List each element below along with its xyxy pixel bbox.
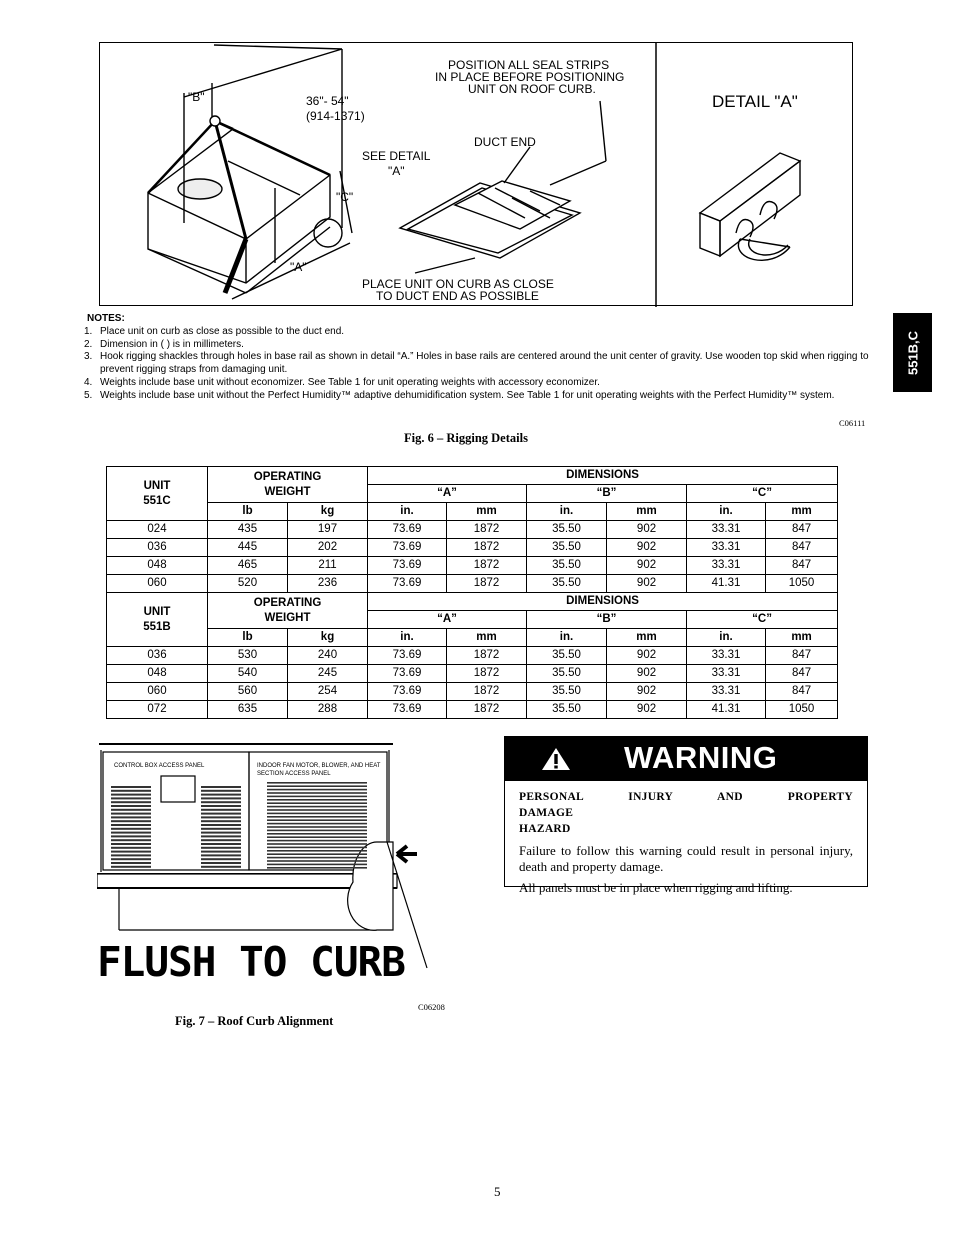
table-cell: 530 (208, 647, 288, 665)
table-cell: 847 (766, 539, 838, 557)
note-item (84, 339, 874, 352)
table-cell: 33.31 (687, 521, 766, 539)
table-row (107, 521, 838, 539)
note-text: Place unit on curb as close as possible to the duct end. (100, 325, 345, 337)
note-item (84, 351, 874, 377)
unit-header: in. (687, 503, 766, 521)
unit-header: in. (687, 629, 766, 647)
unit-header: mm (766, 629, 838, 647)
vent-slot (267, 813, 367, 815)
figure6-code: C06111 (839, 418, 866, 428)
vent-slot (201, 786, 241, 788)
label-height-dim: 36"- 54" (306, 94, 349, 108)
table-cell: 73.69 (368, 521, 447, 539)
table-cell: 1872 (447, 539, 527, 557)
warning-hazard-line-2: HAZARD (519, 823, 571, 835)
notes-heading: NOTES: (87, 313, 125, 324)
vent-slot (111, 797, 151, 799)
table-row (107, 539, 838, 557)
table-header-row (107, 467, 838, 485)
vent-slot (111, 839, 151, 841)
table-cell: 1050 (766, 575, 838, 593)
vent-slot (201, 854, 241, 856)
vent-slot (111, 824, 151, 826)
table-cell: 41.31 (687, 575, 766, 593)
table-cell: 902 (607, 665, 687, 683)
dimensions-header: DIMENSIONS (368, 593, 838, 611)
operating-label: OPERATING (253, 470, 322, 483)
dim-a-header: “A” (368, 485, 527, 503)
note-item (84, 377, 874, 390)
table-cell: 847 (766, 647, 838, 665)
warning-text-1: Failure to follow this warning could result in personal injury, death and property damage. (519, 843, 853, 874)
vent-slot (267, 830, 367, 832)
table-cell: 435 (208, 521, 288, 539)
table-cell: 33.31 (687, 539, 766, 557)
vent-slot (111, 794, 151, 796)
table-cell: 197 (288, 521, 368, 539)
table-cell: 465 (208, 557, 288, 575)
vent-slot (267, 823, 367, 825)
unit-header: kg (288, 503, 368, 521)
table-cell: 635 (208, 701, 288, 719)
section-side-tab (893, 313, 932, 392)
label-c: "C" (336, 190, 354, 204)
unit-header: mm (447, 629, 527, 647)
warning-hazard-line-1: PERSONAL INJURY AND PROPERTY DAMAGE (519, 791, 853, 819)
warning-icon (541, 747, 571, 771)
vent-slot (111, 862, 151, 864)
vent-slot (201, 790, 241, 792)
vent-slot (201, 797, 241, 799)
table-units-row (107, 503, 838, 521)
table-cell: 35.50 (527, 647, 607, 665)
vent-slot (111, 832, 151, 834)
vent-slot (267, 799, 367, 801)
weights-dimensions-table (106, 466, 838, 719)
vent-slot (111, 858, 151, 860)
table-row (107, 701, 838, 719)
vent-slot (201, 794, 241, 796)
dimensions-header: DIMENSIONS (368, 467, 838, 485)
label-indoor-1: INDOOR FAN MOTOR, BLOWER, AND HEAT (257, 763, 381, 769)
rigging-figure (99, 42, 853, 306)
dim-c-header: “C” (687, 611, 838, 629)
table-cell: 73.69 (368, 557, 447, 575)
note-text: Weights include base unit without economizer. See Table 1 for unit operating weights with accessory economizer. (100, 376, 600, 388)
vent-slot (111, 816, 151, 818)
warning-header (505, 737, 867, 781)
dim-c-header: “C” (687, 485, 838, 503)
note-item (84, 390, 874, 403)
vent-slot (267, 836, 367, 838)
label-see-detail-2: "A" (388, 164, 405, 178)
vent-slot (201, 866, 241, 868)
vent-slot (111, 828, 151, 830)
unit-model: 551B (143, 620, 171, 633)
vent-slot (201, 832, 241, 834)
table-cell: 847 (766, 521, 838, 539)
label-a: "A" (290, 260, 307, 274)
unit-header: lb (208, 503, 288, 521)
vent-slot (201, 828, 241, 830)
vent-slot (267, 782, 367, 784)
table-cell: 060 (107, 683, 208, 701)
vent-slot (111, 854, 151, 856)
table-row (107, 647, 838, 665)
side-tab-label: 551B,C (905, 330, 920, 375)
table-cell: 1872 (447, 701, 527, 719)
vent-slot (267, 833, 367, 835)
table-cell: 73.69 (368, 701, 447, 719)
vent-slot (267, 850, 367, 852)
table-cell: 73.69 (368, 575, 447, 593)
table-cell: 35.50 (527, 539, 607, 557)
vent-slot (267, 785, 367, 787)
table-cell: 902 (607, 557, 687, 575)
label-b: "B" (188, 90, 205, 104)
table-cell: 35.50 (527, 665, 607, 683)
table-cell: 540 (208, 665, 288, 683)
note-text: Dimension in ( ) is in millimeters. (100, 338, 244, 350)
table-cell: 73.69 (368, 539, 447, 557)
table-cell: 1050 (766, 701, 838, 719)
table-cell: 902 (607, 647, 687, 665)
label-seal-3: UNIT ON ROOF CURB. (468, 82, 596, 96)
table-cell: 35.50 (527, 575, 607, 593)
weight-label: WEIGHT (264, 611, 311, 624)
unit-header: in. (527, 503, 607, 521)
vent-slot (267, 819, 367, 821)
warning-text-2: All panels must be in place when rigging and lifting. (519, 880, 793, 895)
note-item (84, 326, 874, 339)
vent-slot (111, 866, 151, 868)
vent-slot (111, 790, 151, 792)
table-cell: 41.31 (687, 701, 766, 719)
table-cell: 560 (208, 683, 288, 701)
table-cell: 73.69 (368, 683, 447, 701)
label-indoor-2: SECTION ACCESS PANEL (257, 771, 331, 777)
table-cell: 520 (208, 575, 288, 593)
table-cell: 902 (607, 701, 687, 719)
table-cell: 902 (607, 683, 687, 701)
vent-slot (267, 809, 367, 811)
table-cell: 236 (288, 575, 368, 593)
table-cell: 1872 (447, 665, 527, 683)
vent-slot (111, 851, 151, 853)
unit-header: mm (607, 503, 687, 521)
figure-notes (84, 313, 874, 403)
figure7-caption: Fig. 7 – Roof Curb Alignment (175, 1014, 334, 1028)
table-cell: 445 (208, 539, 288, 557)
table-cell: 036 (107, 647, 208, 665)
vent-slot (201, 835, 241, 837)
note-number: 2. (84, 338, 93, 350)
vent-slot (267, 840, 367, 842)
vent-slot (201, 820, 241, 822)
table-cell: 1872 (447, 647, 527, 665)
note-number: 4. (84, 376, 93, 388)
vent-slot (111, 801, 151, 803)
vent-slot (201, 851, 241, 853)
vent-slot (201, 858, 241, 860)
vent-slot (267, 853, 367, 855)
vent-slot (267, 816, 367, 818)
table-cell: 35.50 (527, 521, 607, 539)
vent-slot (201, 801, 241, 803)
table-cell: 1872 (447, 521, 527, 539)
label-see-detail-1: SEE DETAIL (362, 149, 431, 163)
note-number: 5. (84, 389, 93, 401)
unit-label: UNIT (143, 479, 171, 492)
label-seal-2: IN PLACE BEFORE POSITIONING (435, 70, 625, 84)
table-cell: 048 (107, 665, 208, 683)
vent-slot (267, 796, 367, 798)
table-cell: 1872 (447, 683, 527, 701)
operating-weight-header (208, 593, 368, 629)
vent-slot (111, 805, 151, 807)
label-seal-1: POSITION ALL SEAL STRIPS (448, 58, 610, 72)
page-number: 5 (494, 1184, 501, 1199)
vent-slot (267, 826, 367, 828)
table-cell: 048 (107, 557, 208, 575)
vent-slot (201, 847, 241, 849)
dim-b-header: “B” (527, 485, 687, 503)
vent-slot (111, 786, 151, 788)
note-text: Hook rigging shackles through holes in base rail as shown in detail “A.” Holes in base rails are centered around the unit center of gravity. Use wooden top skid when rigging to prevent rigging straps from damaging unit. (100, 351, 869, 376)
vent-slot (111, 843, 151, 845)
vent-slot (111, 835, 151, 837)
vent-slot (267, 847, 367, 849)
warning-title: WARNING (624, 740, 778, 775)
table-cell: 902 (607, 539, 687, 557)
vent-slot (267, 864, 367, 866)
vent-slot (267, 806, 367, 808)
vent-slot (201, 813, 241, 815)
vent-slot (201, 805, 241, 807)
note-number: 1. (84, 325, 93, 337)
vent-slot (267, 857, 367, 859)
dim-a-header: “A” (368, 611, 527, 629)
vent-slot (201, 824, 241, 826)
table-cell: 33.31 (687, 557, 766, 575)
table-row (107, 665, 838, 683)
note-text: Weights include base unit without the Perfect Humidity™ adaptive dehumidification system. See Table 1 for unit operating weights with the Perfect Humidity™ system. (100, 389, 835, 401)
flush-to-curb-label: FLUSH TO CURB (97, 938, 405, 986)
table-row (107, 557, 838, 575)
vent-slot (267, 867, 367, 869)
unit-header: mm (447, 503, 527, 521)
vent-slot (111, 813, 151, 815)
table-cell: 33.31 (687, 683, 766, 701)
table-cell: 1872 (447, 575, 527, 593)
unit-header: in. (368, 503, 447, 521)
table-cell: 1872 (447, 557, 527, 575)
table-cell: 254 (288, 683, 368, 701)
vent-slot (267, 843, 367, 845)
vent-slot (267, 792, 367, 794)
unit-model: 551C (143, 494, 171, 507)
vent-slot (111, 820, 151, 822)
warning-hazard (519, 789, 853, 837)
vent-slot (267, 860, 367, 862)
table-header-row (107, 593, 838, 611)
table-cell: 072 (107, 701, 208, 719)
table-cell: 35.50 (527, 683, 607, 701)
vent-slot (267, 789, 367, 791)
unit-header: mm (766, 503, 838, 521)
table-cell: 036 (107, 539, 208, 557)
vent-slot (201, 862, 241, 864)
label-place-1: PLACE UNIT ON CURB AS CLOSE (362, 277, 554, 291)
figure6-caption: Fig. 6 – Rigging Details (404, 431, 528, 445)
label-duct-end: DUCT END (474, 135, 536, 149)
table-cell: 35.50 (527, 701, 607, 719)
label-height-dim-mm: (914-1371) (306, 109, 365, 123)
vent-slot (267, 802, 367, 804)
unit-label: UNIT (143, 605, 171, 618)
operating-label: OPERATING (253, 596, 322, 609)
vent-slot (111, 809, 151, 811)
vent-slot (111, 847, 151, 849)
table-cell: 240 (288, 647, 368, 665)
label-detail-title: DETAIL "A" (712, 92, 798, 111)
vent-slot (201, 809, 241, 811)
figure7-code: C06208 (418, 1002, 445, 1012)
unit-header: in. (527, 629, 607, 647)
table-cell: 35.50 (527, 557, 607, 575)
vent-slot (201, 816, 241, 818)
table-units-row (107, 629, 838, 647)
table-cell: 902 (607, 575, 687, 593)
table-cell: 33.31 (687, 665, 766, 683)
table-cell: 847 (766, 557, 838, 575)
table-row (107, 575, 838, 593)
unit-model-header (107, 467, 208, 521)
dim-b-header: “B” (527, 611, 687, 629)
vent-slot (201, 839, 241, 841)
table-cell: 33.31 (687, 647, 766, 665)
table-cell: 060 (107, 575, 208, 593)
table-cell: 202 (288, 539, 368, 557)
label-place-2: TO DUCT END AS POSSIBLE (376, 289, 539, 303)
operating-weight-header (208, 467, 368, 503)
note-number: 3. (84, 351, 93, 363)
table-cell: 211 (288, 557, 368, 575)
table-cell: 245 (288, 665, 368, 683)
unit-header: mm (607, 629, 687, 647)
roof-curb-figure (97, 742, 437, 992)
table-cell: 73.69 (368, 665, 447, 683)
table-row (107, 683, 838, 701)
table-cell: 902 (607, 521, 687, 539)
table-cell: 847 (766, 683, 838, 701)
weight-label: WEIGHT (264, 485, 311, 498)
label-control-box: CONTROL BOX ACCESS PANEL (114, 763, 205, 769)
table-cell: 024 (107, 521, 208, 539)
unit-header: in. (368, 629, 447, 647)
vent-slot (201, 843, 241, 845)
table-cell: 288 (288, 701, 368, 719)
table-cell: 73.69 (368, 647, 447, 665)
unit-model-header (107, 593, 208, 647)
unit-header: kg (288, 629, 368, 647)
warning-box (504, 736, 868, 895)
table-cell: 847 (766, 665, 838, 683)
unit-header: lb (208, 629, 288, 647)
